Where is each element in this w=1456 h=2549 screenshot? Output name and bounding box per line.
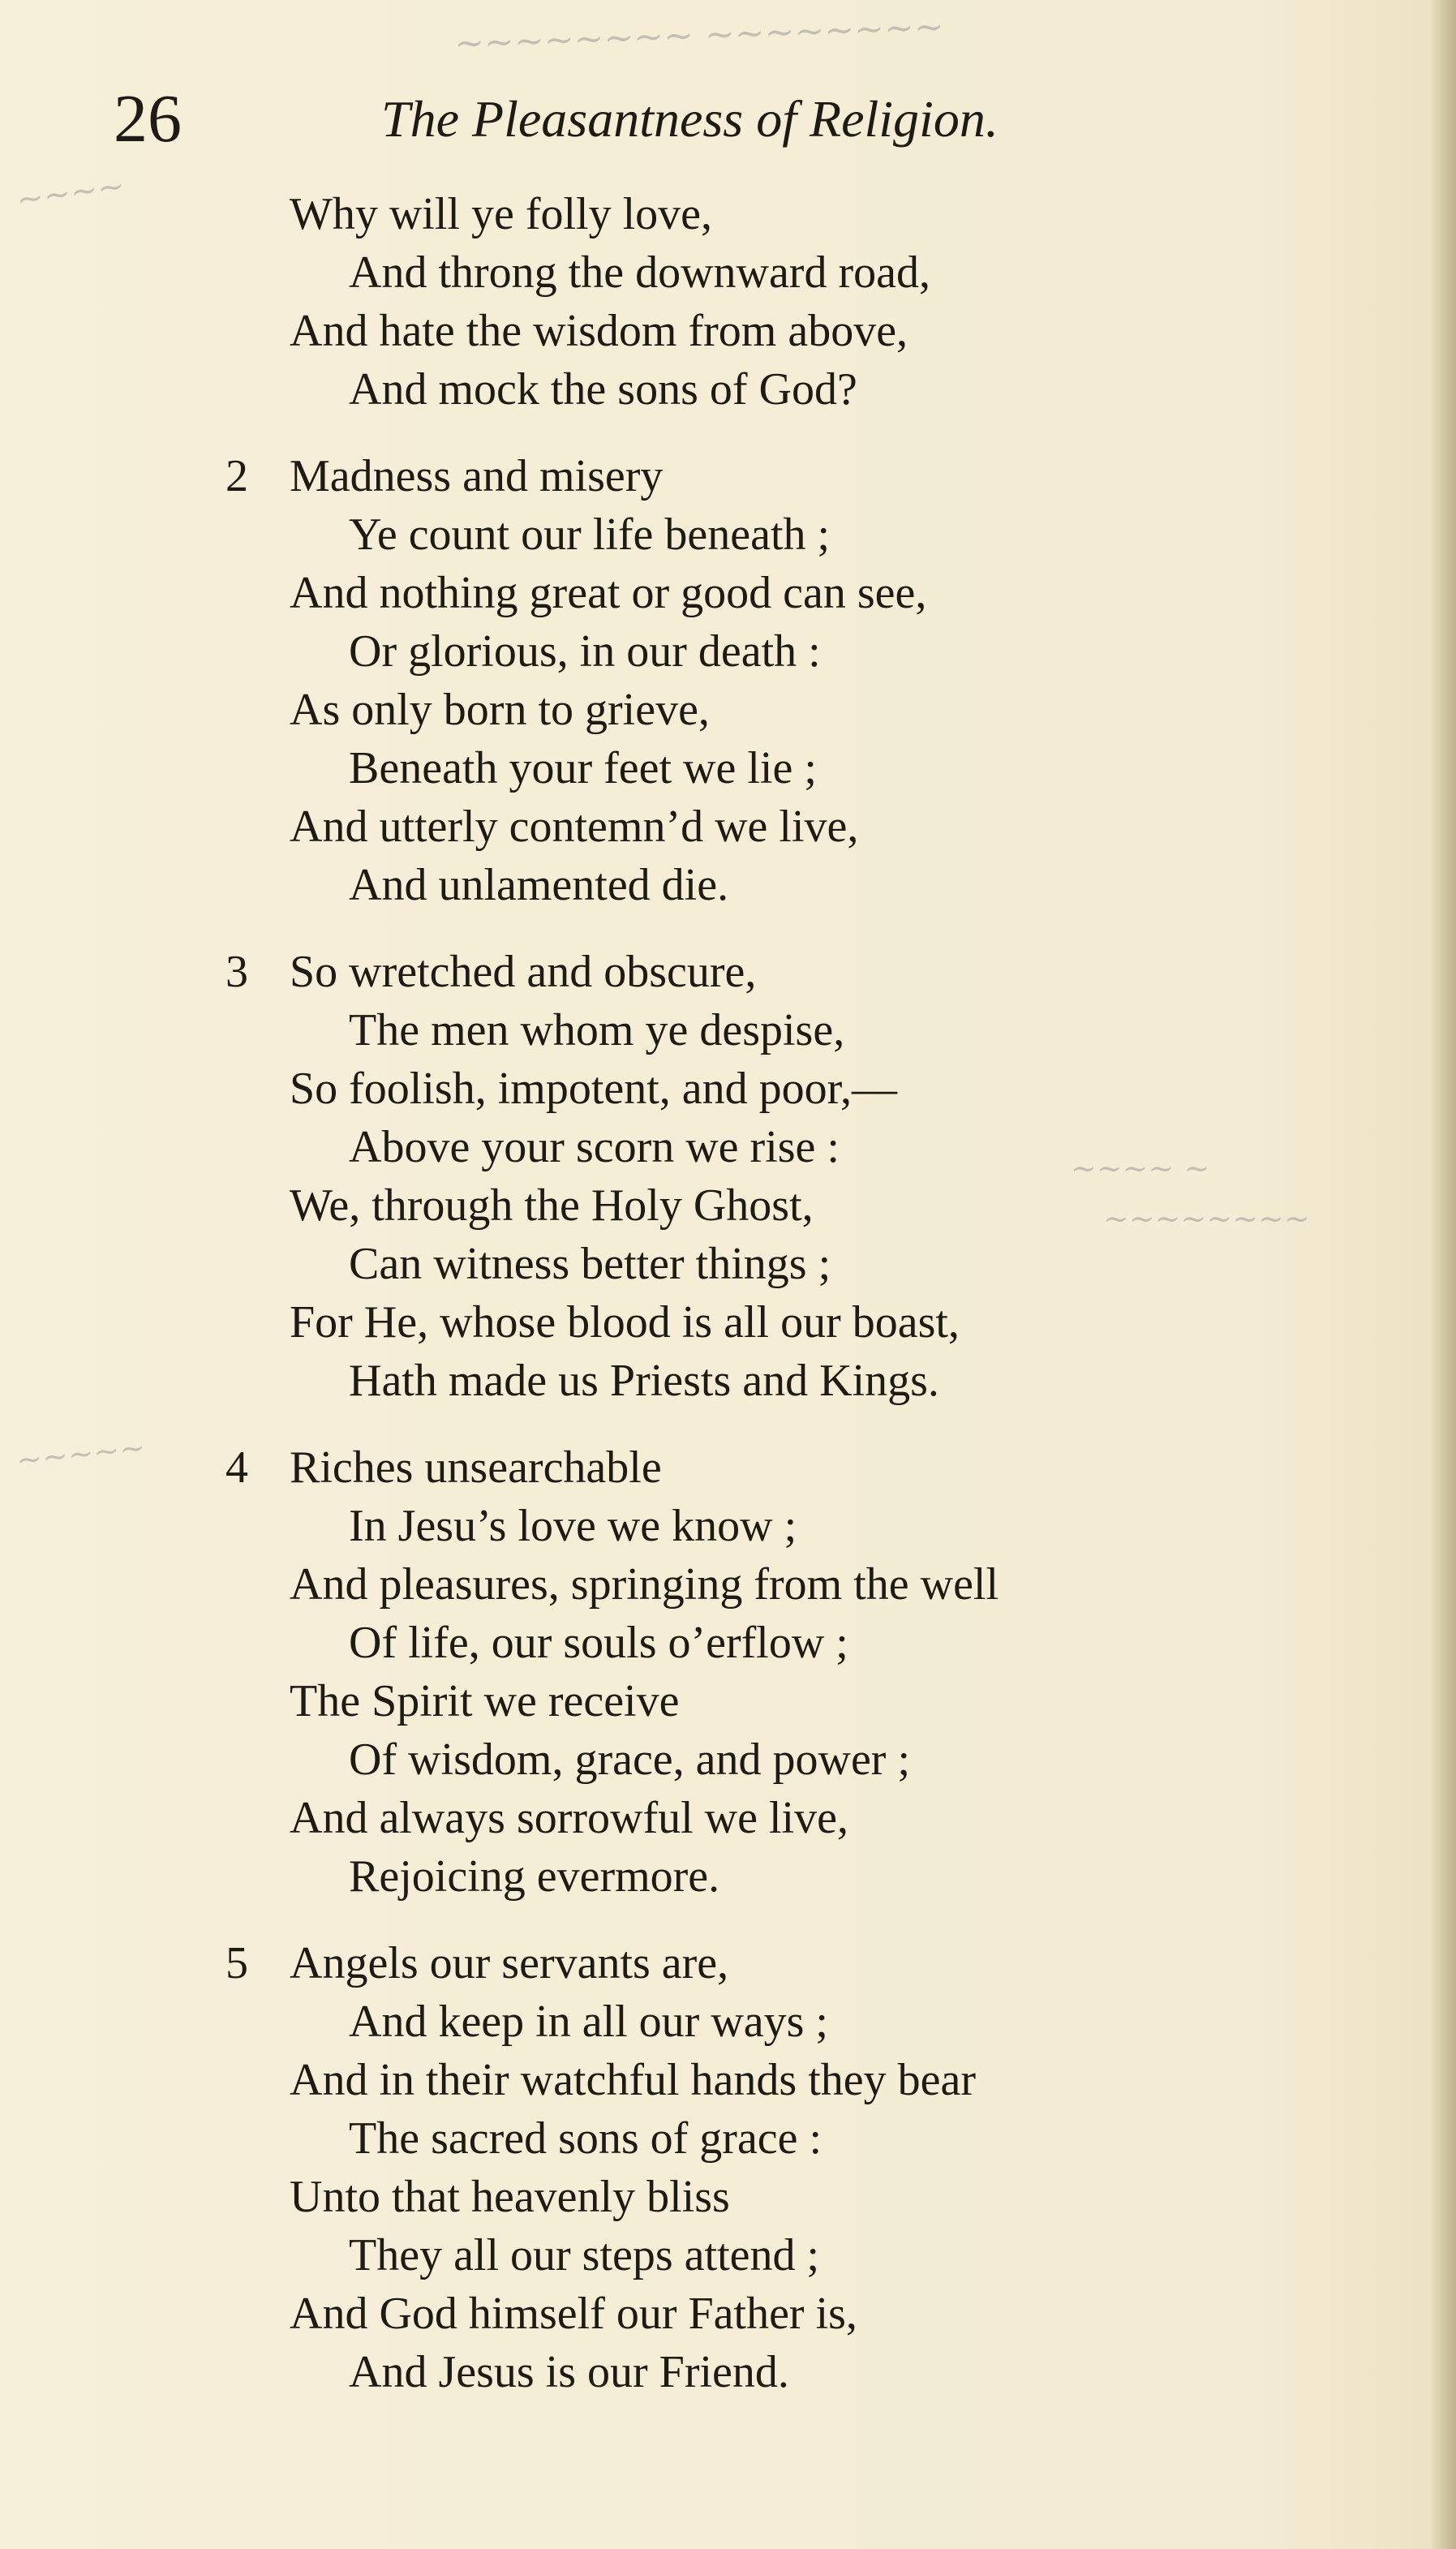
pencil-marginalia: ~~~~ ~ — [1071, 1150, 1210, 1186]
pencil-marginalia: ~~~~~~~~ — [1103, 1201, 1310, 1236]
verse-line: The Spirit we receive — [290, 1676, 680, 1726]
verse-line: Angels our servants are, — [290, 1938, 729, 1988]
stanza-5 — [0, 1934, 1379, 2401]
verse-line: Or glorious, in our death : — [349, 626, 821, 677]
verse-line: So foolish, impotent, and poor,— — [290, 1064, 898, 1114]
verse-line: And keep in all our ways ; — [349, 1997, 828, 2047]
verse-line: They all our steps attend ; — [349, 2230, 820, 2280]
verse-line: Madness and misery — [290, 451, 664, 501]
verse-line: For He, whose blood is all our boast, — [290, 1297, 960, 1348]
stanza-number: 5 — [225, 1938, 248, 1988]
pencil-marginalia: ~~~~~~~~ ~~~~~~~~ — [453, 6, 945, 65]
page-header — [114, 75, 1265, 164]
pencil-marginalia: ~~~~~ — [15, 1429, 148, 1479]
verse-line: Of wisdom, grace, and power ; — [349, 1734, 911, 1785]
verse-line: And God himself our Father is, — [290, 2289, 857, 2339]
verse-line: And nothing great or good can see, — [290, 568, 927, 618]
verse-line: And Jesus is our Friend. — [349, 2347, 789, 2397]
stanza-number: 4 — [225, 1442, 248, 1493]
stanza-1 — [0, 185, 1379, 419]
verse-line: And pleasures, springing from the well — [290, 1559, 999, 1610]
page-number: 26 — [114, 81, 182, 157]
verse-line: As only born to grieve, — [290, 685, 710, 735]
verse-line: The men whom ye despise, — [349, 1005, 845, 1055]
verse-line: Unto that heavenly bliss — [290, 2172, 730, 2222]
stanza-number: 3 — [225, 947, 248, 997]
verse-line: Above your scorn we rise : — [349, 1122, 840, 1172]
verse-line: Can witness better things ; — [349, 1239, 831, 1289]
verse-line: Why will ye folly love, — [290, 189, 713, 239]
stanza-2 — [0, 447, 1379, 914]
stanza-number: 2 — [225, 451, 248, 501]
verse-line: And throng the downward road, — [349, 247, 930, 298]
verse-line: Ye count our life beneath ; — [349, 509, 831, 560]
verse-line: The sacred sons of grace : — [349, 2113, 822, 2164]
verse-line: And hate the wisdom from above, — [290, 306, 908, 356]
verse-line: And always sorrowful we live, — [290, 1793, 848, 1843]
verse-line: Hath made us Priests and Kings. — [349, 1356, 939, 1406]
verse-line: Riches unsearchable — [290, 1442, 662, 1493]
verse-line: Rejoicing evermore. — [349, 1851, 720, 1902]
verse-line: Beneath your feet we lie ; — [349, 743, 817, 793]
pencil-marginalia: ~~~~ — [14, 166, 127, 220]
running-title: The Pleasantness of Religion. — [381, 90, 999, 148]
verse-line: In Jesu’s love we know ; — [349, 1501, 797, 1551]
stanza-3 — [0, 943, 1379, 1410]
verse-line: And mock the sons of God? — [349, 364, 857, 415]
verse-line: And unlamented die. — [349, 860, 729, 910]
verse-line: Of life, our souls o’erflow ; — [349, 1618, 848, 1668]
hymn-text — [0, 185, 1379, 2430]
verse-line: We, through the Holy Ghost, — [290, 1180, 814, 1231]
verse-line: And in their watchful hands they bear — [290, 2055, 976, 2105]
verse-line: And utterly contemn’d we live, — [290, 802, 859, 852]
page-edge — [1432, 0, 1456, 2549]
stanza-4 — [0, 1438, 1379, 1906]
verse-line: So wretched and obscure, — [290, 947, 757, 997]
